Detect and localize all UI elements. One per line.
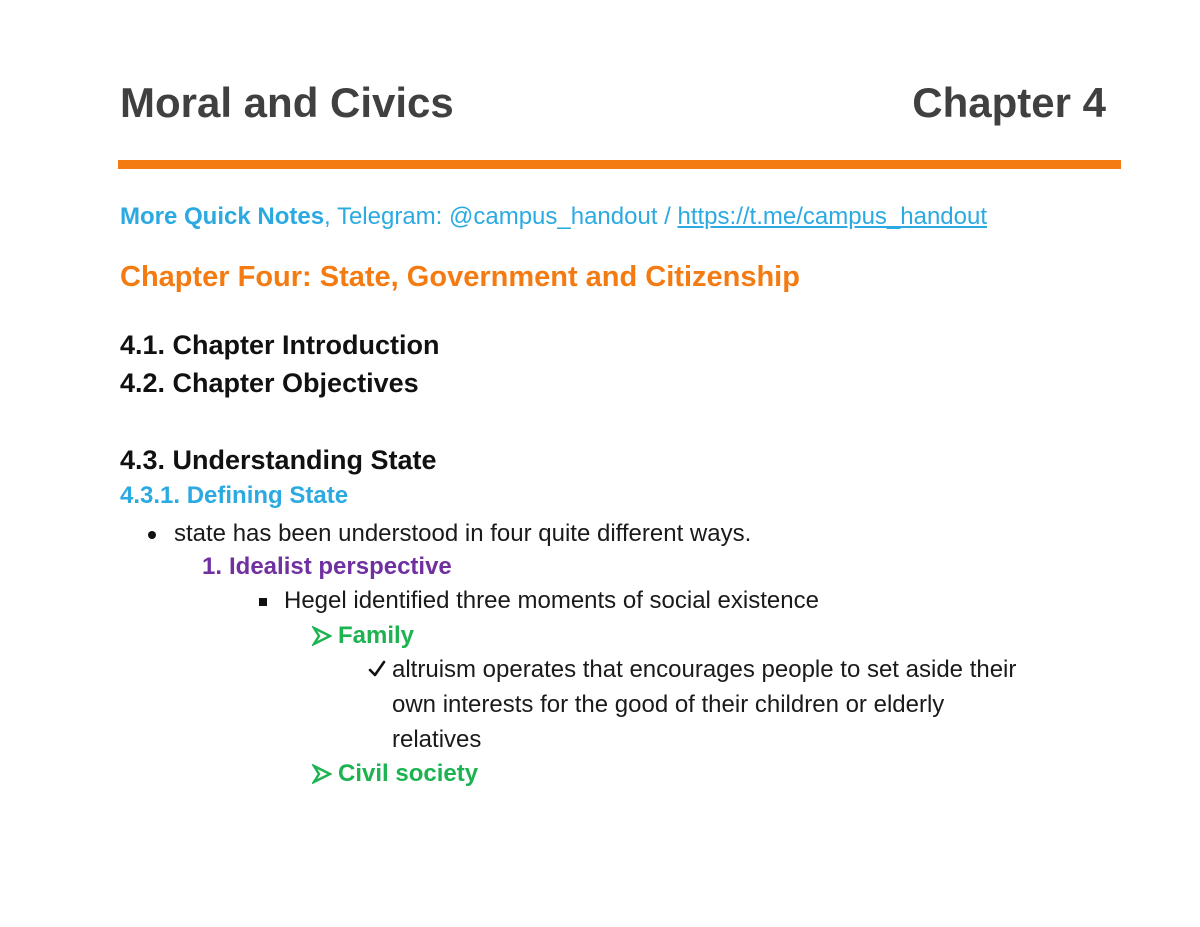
section-4-3-1: 4.3.1. Defining State — [120, 482, 349, 509]
arrow-bullet-icon — [312, 626, 332, 646]
bullet-text-ways: state has been understood in four quite different ways. — [174, 520, 752, 547]
header-title: Moral and Civics — [120, 79, 454, 126]
bullet-dot-icon — [148, 531, 156, 539]
telegram-link[interactable]: https://t.me/campus_handout — [677, 203, 988, 230]
altruism-line-2: own interests for the good of their children or elderly — [392, 691, 945, 718]
hegel-text: Hegel identified three moments of social existence — [284, 587, 819, 614]
section-4-1: 4.1. Chapter Introduction — [120, 330, 440, 360]
telegram-text: , Telegram: @campus_handout / — [324, 203, 678, 230]
family-heading: Family — [338, 622, 415, 649]
altruism-line-3: relatives — [392, 726, 482, 753]
item-number: 1. — [202, 553, 223, 580]
altruism-line-1: altruism operates that encourages people to set aside their — [392, 656, 1017, 683]
checkmark-icon — [368, 660, 386, 678]
quick-notes-line — [120, 202, 987, 232]
chapter-heading: Chapter Four: State, Government and Citizenship — [120, 261, 800, 293]
header-rule — [118, 160, 1121, 169]
idealist-perspective: Idealist perspective — [229, 553, 452, 580]
header-chapter: Chapter 4 — [912, 79, 1106, 126]
arrow-bullet-icon — [312, 764, 332, 784]
civil-society-heading: Civil society — [338, 760, 479, 787]
square-bullet-icon — [259, 598, 267, 606]
quick-notes-label: More Quick Notes — [120, 203, 325, 230]
section-4-3: 4.3. Understanding State — [120, 445, 437, 475]
section-4-2: 4.2. Chapter Objectives — [120, 368, 419, 398]
